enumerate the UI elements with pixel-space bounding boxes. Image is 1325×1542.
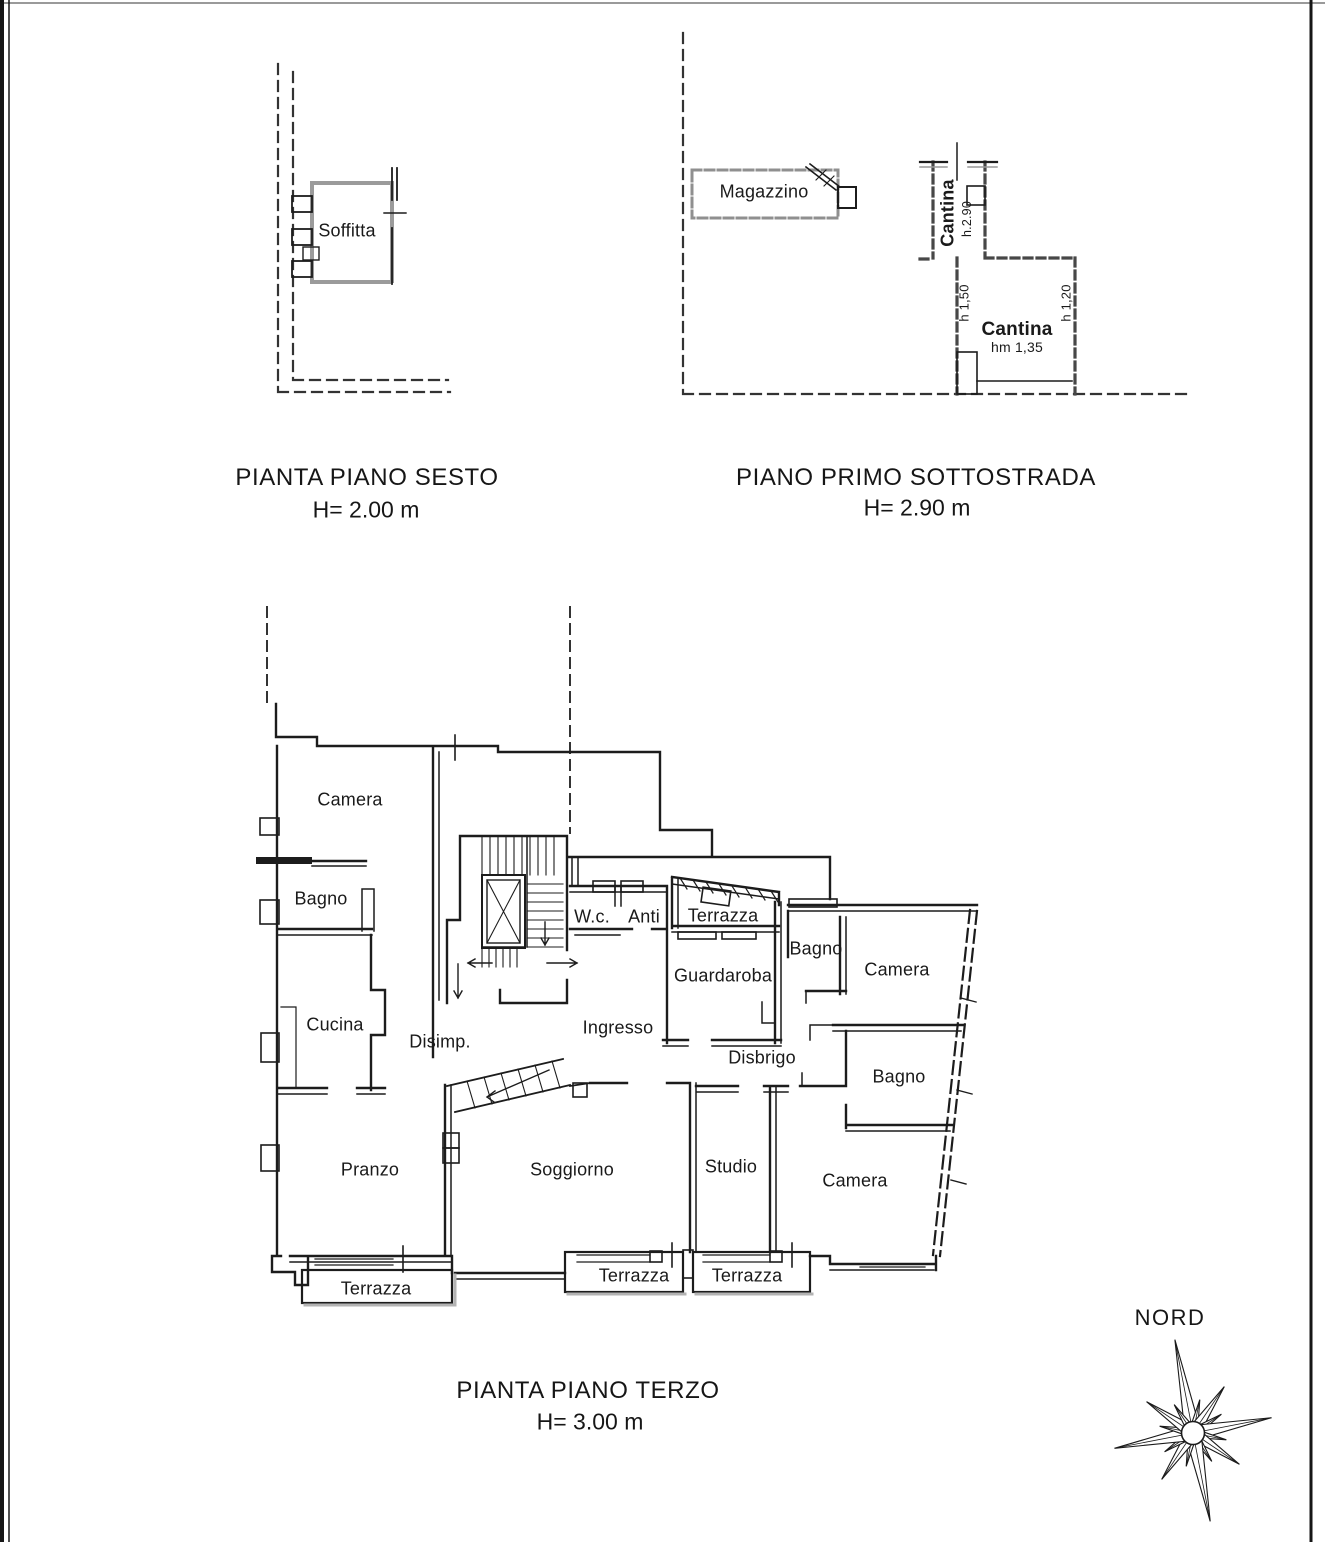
room-label-pranzo: Pranzo (340, 1159, 400, 1180)
room-label-bagno-est: Bagno (872, 1066, 926, 1087)
plan-sottostrada-title: PIANO PRIMO SOTTOSTRADA (735, 464, 1097, 491)
label-height-right-wall: h 1,20 (1058, 284, 1074, 322)
plan-terzo-title: PIANTA PIANO TERZO (456, 1377, 720, 1404)
room-label-disimp: Disimp. (409, 1031, 471, 1052)
staircase (447, 836, 590, 1112)
compass-north-label: NORD (1134, 1305, 1206, 1330)
plan-sesto-title: PIANTA PIANO SESTO (235, 464, 499, 491)
compass-rose-icon (1114, 1340, 1271, 1522)
room-label-cantina-lower: Cantina (981, 319, 1053, 340)
room-label-camera-se: Camera (822, 1170, 888, 1191)
plan-terzo-height: H= 3.00 m (536, 1408, 644, 1435)
plan-sesto-height: H= 2.00 m (312, 496, 420, 523)
room-label-terrazza-sud-2: Terrazza (711, 1265, 783, 1286)
slanted-east-wall (933, 910, 977, 1256)
label-cantina-upper-height: h.2.90 (960, 201, 974, 237)
label-height-left-wall: h 1,50 (956, 284, 972, 322)
room-label-terrazza-nord: Terrazza (687, 905, 759, 926)
room-label-soggiorno: Soggiorno (530, 1159, 614, 1180)
room-label-magazzino: Magazzino (719, 181, 809, 202)
room-label-terrazza-sud-1: Terrazza (598, 1265, 670, 1286)
room-label-bagno-nw: Bagno (294, 888, 348, 909)
room-label-cantina-upper: Cantina (937, 179, 958, 247)
plan-terzo-walls (256, 607, 977, 1305)
room-label-soffitta: Soffitta (318, 220, 376, 241)
plan-sottostrada-height: H= 2.90 m (863, 494, 971, 521)
room-label-disbrigo: Disbrigo (728, 1047, 796, 1068)
room-label-wc: W.c. (574, 906, 610, 927)
room-label-terrazza-ovest: Terrazza (340, 1278, 412, 1299)
room-label-ingresso: Ingresso (582, 1017, 654, 1038)
room-label-guardaroba: Guardaroba (673, 965, 773, 986)
room-label-bagno-ne: Bagno (789, 938, 843, 959)
room-label-cucina: Cucina (306, 1014, 364, 1035)
room-label-studio: Studio (704, 1156, 758, 1177)
room-label-camera-ne: Camera (864, 959, 930, 980)
room-label-camera-nw: Camera (317, 789, 383, 810)
room-label-anti: Anti (628, 906, 660, 927)
label-cantina-lower-height: hm 1,35 (991, 339, 1043, 355)
